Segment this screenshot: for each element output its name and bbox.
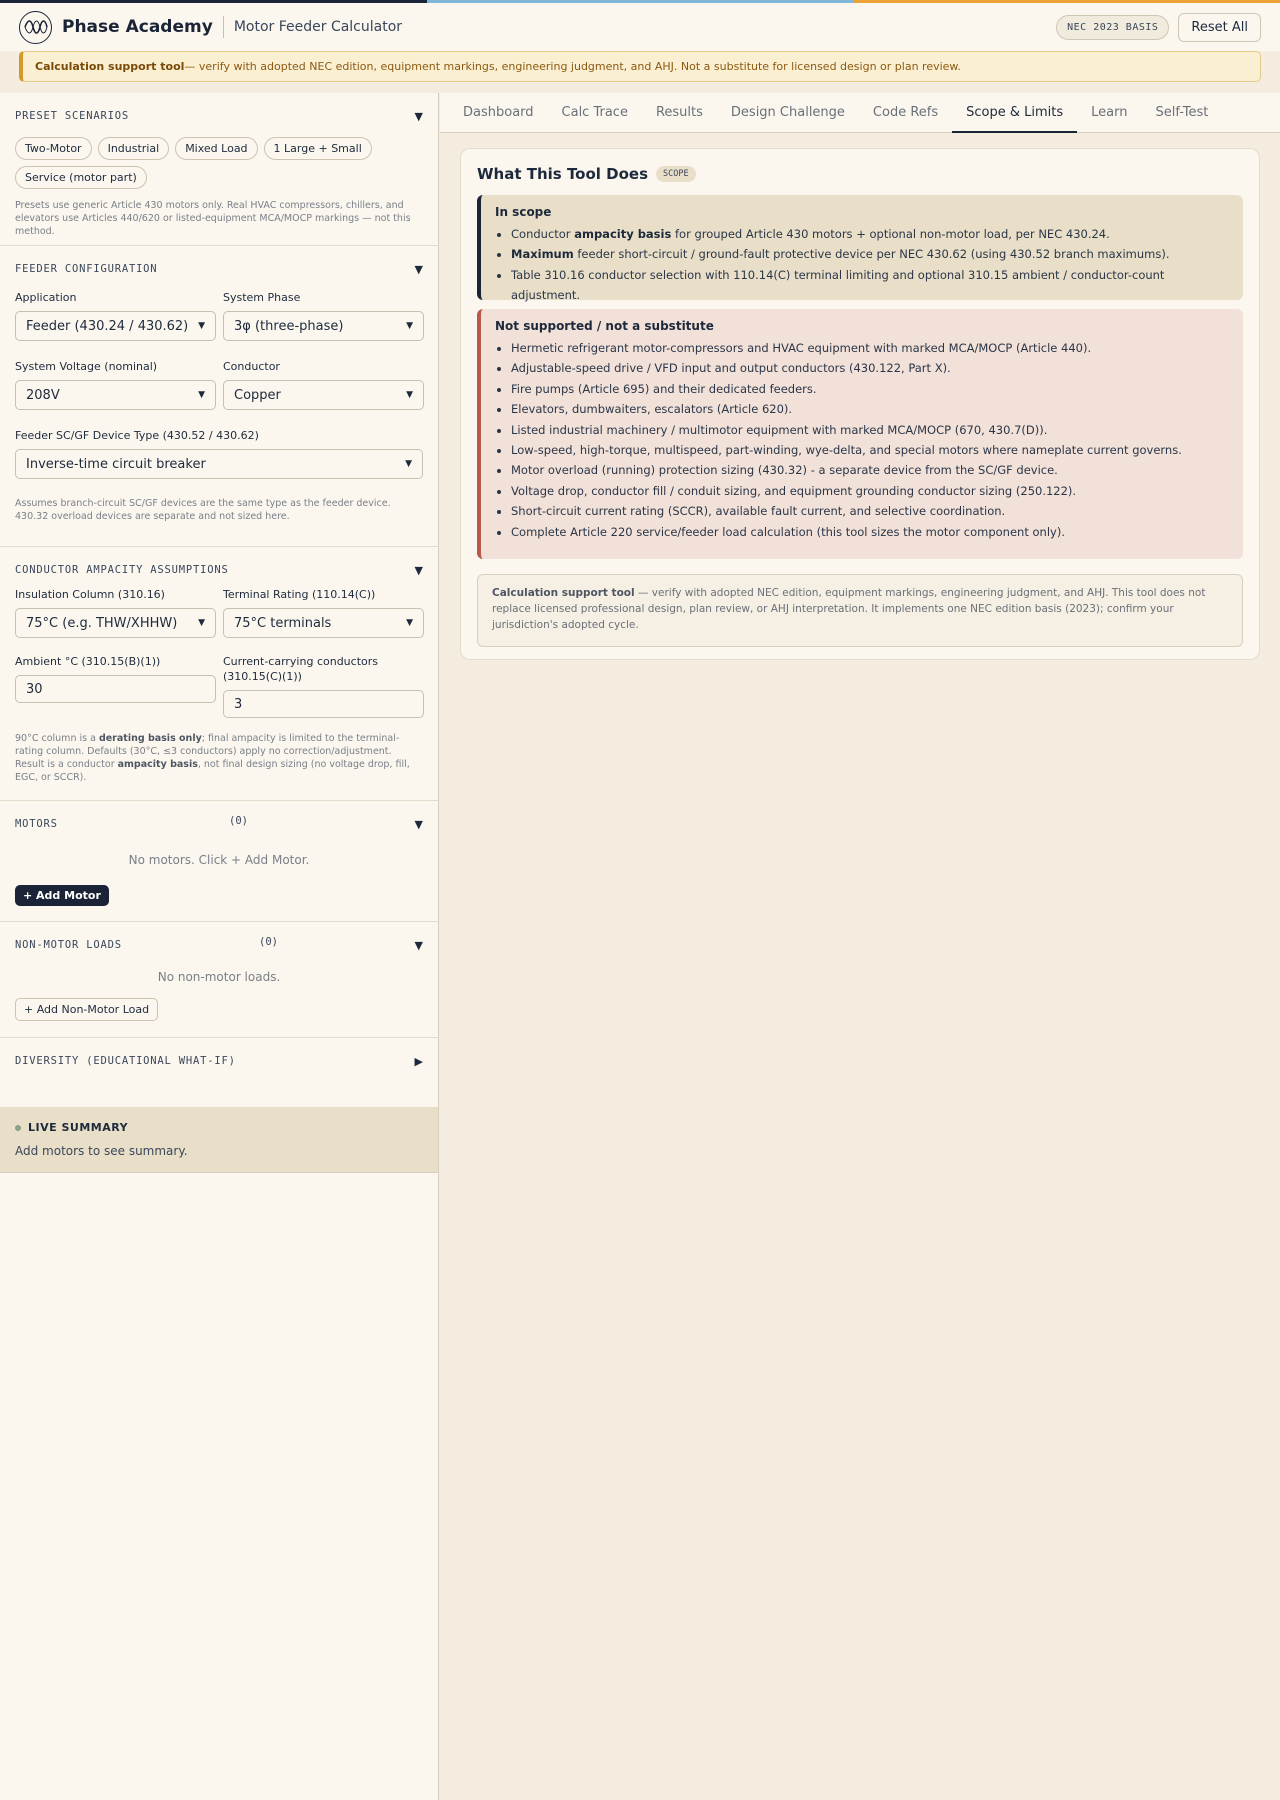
disclaimer-banner xyxy=(19,51,1261,82)
tab-dashboard[interactable]: Dashboard xyxy=(463,105,534,120)
system-phase-value: 3φ (three-phase) xyxy=(234,318,344,334)
nec-edition-badge: NEC 2023 BASIS xyxy=(1056,15,1169,40)
section-title: NON-MOTOR LOADS xyxy=(15,939,122,951)
chevron-down-icon[interactable]: ▼ xyxy=(414,938,423,952)
live-summary-text: Add motors to see summary. xyxy=(15,1144,188,1158)
app-subtitle: Motor Feeder Calculator xyxy=(233,19,403,35)
ccc-input[interactable]: 3 xyxy=(223,690,424,718)
in-scope-item-bold: Maximum xyxy=(511,247,574,262)
chevron-down-icon[interactable]: ▼ xyxy=(414,563,423,577)
preset-note: Presets use generic Article 430 motors only. Real HVAC compressors, chillers, and elevators use Articles 440/620 or listed-equipment MCA/MOCP markings — not this method. xyxy=(15,200,411,237)
note-part: 90°C column is a xyxy=(15,733,99,744)
application-label: Application xyxy=(15,291,77,304)
nonmotor-header[interactable] xyxy=(15,936,423,954)
in-scope-item-bold: ampacity basis xyxy=(574,227,672,241)
not-supported-item: • Low-speed, high-torque, multispeed, part-winding, wye-delta, and special motors where nameplate current governs. xyxy=(511,440,1229,460)
live-summary xyxy=(0,1107,438,1173)
not-supported-item: • Fire pumps (Article 695) and their dedicated feeders. xyxy=(511,379,1229,399)
system-phase-label: System Phase xyxy=(223,291,301,304)
tab-scope-limits[interactable]: Scope & Limits xyxy=(952,93,1077,133)
diversity-section xyxy=(0,1038,438,1090)
chevron-down-icon[interactable]: ▼ xyxy=(414,109,423,123)
tab-calc-trace[interactable]: Calc Trace xyxy=(561,105,628,120)
system-voltage-value: 208V xyxy=(26,387,60,403)
nonmotor-section xyxy=(0,922,438,1038)
live-summary-title: LIVE SUMMARY xyxy=(28,1121,129,1134)
motors-section xyxy=(0,801,438,922)
main-tabs xyxy=(440,93,1280,133)
chevron-down-icon[interactable]: ▼ xyxy=(414,817,423,831)
chevron-down-icon: ▼ xyxy=(198,618,205,628)
brand-divider xyxy=(223,16,224,38)
preset-service[interactable]: Service (motor part) xyxy=(15,166,147,189)
application-value: Feeder (430.24 / 430.62) xyxy=(26,318,189,334)
conductor-label: Conductor xyxy=(223,360,280,373)
system-voltage-select[interactable] xyxy=(15,380,216,410)
ccc-label: Current-carrying conductors (310.15(C)(1)) xyxy=(223,655,378,683)
feeder-note: Assumes branch-circuit SC/GF devices are the same type as the feeder device. 430.32 overload devices are separate and not sized here. xyxy=(15,498,391,522)
system-phase-select[interactable] xyxy=(223,311,424,341)
ampacity-header[interactable] xyxy=(15,561,423,579)
preset-scenarios-header[interactable] xyxy=(15,107,423,125)
not-supported-item: • Short-circuit current rating (SCCR), available fault current, and selective coordination. xyxy=(511,501,1229,521)
preset-two-motor[interactable]: Two-Motor xyxy=(15,137,92,160)
note-bold: ampacity basis xyxy=(117,759,198,770)
chevron-down-icon: ▼ xyxy=(405,459,412,469)
banner-text: — verify with adopted NEC edition, equipment markings, engineering judgment, and AHJ. Not a substitute for licensed design or plan review. xyxy=(184,60,961,73)
feeder-configuration-header[interactable] xyxy=(15,260,423,278)
in-scope-item xyxy=(511,265,1229,306)
not-supported-item: • Adjustable-speed drive / VFD input and output conductors (430.122, Part X). xyxy=(511,358,1229,378)
not-supported-item: • Motor overload (running) protection sizing (430.32) - a separate device from the SC/GF device. xyxy=(511,460,1229,480)
in-scope-box xyxy=(477,195,1243,303)
note-bold: derating basis only xyxy=(98,733,202,744)
not-supported-box xyxy=(477,309,1243,559)
note-part: , not final design sizing (no voltage drop, fill, EGC, or SCCR). xyxy=(15,759,410,783)
insulation-select[interactable] xyxy=(15,608,216,638)
in-scope-list xyxy=(495,224,1229,306)
add-motor-button[interactable]: + Add Motor xyxy=(15,885,109,906)
conductor-select[interactable] xyxy=(223,380,424,410)
in-scope-item-post: for grouped Article 430 motors + optional non-motor load, per NEC 430.24. xyxy=(671,227,1110,241)
feeder-configuration-section xyxy=(0,246,438,547)
ambient-input[interactable]: 30 xyxy=(15,675,216,703)
scope-card xyxy=(460,148,1260,660)
chevron-down-icon[interactable]: ▼ xyxy=(414,262,423,276)
brand-name: Phase Academy xyxy=(62,17,213,37)
add-nonmotor-button[interactable]: + Add Non-Motor Load xyxy=(15,998,158,1021)
motors-header[interactable] xyxy=(15,815,423,833)
in-scope-item-pre: Conductor xyxy=(511,227,575,241)
conductor-value: Copper xyxy=(234,387,281,403)
application-select[interactable] xyxy=(15,311,216,341)
ambient-label: Ambient °C (310.15(B)(1)) xyxy=(15,655,161,668)
section-title: MOTORS xyxy=(15,818,58,830)
status-dot-icon xyxy=(15,1125,21,1131)
nonmotor-empty-text: No non-motor loads. xyxy=(157,970,281,984)
not-supported-item: • Elevators, dumbwaiters, escalators (Article 620). xyxy=(511,399,1229,419)
note-part: ; final ampacity is limited to the terminal-rating column. Defaults (30°C, ≤3 conductors) apply no correction/adjustment. Result is a conductor xyxy=(15,733,400,770)
section-title: DIVERSITY (EDUCATIONAL WHAT-IF) xyxy=(15,1055,236,1067)
not-supported-item: • Listed industrial machinery / multimotor equipment with marked MCA/MOCP (670, 430.7(D)). xyxy=(511,420,1229,440)
in-scope-item xyxy=(511,224,1229,244)
not-supported-title: Not supported / not a substitute xyxy=(495,319,714,333)
insulation-value: 75°C (e.g. THW/XHHW) xyxy=(26,615,178,631)
tab-code-refs[interactable]: Code Refs xyxy=(872,105,939,120)
ampacity-section xyxy=(0,547,438,801)
preset-chips xyxy=(15,137,415,189)
in-scope-item-post: feeder short-circuit / ground-fault protective device per NEC 430.62 (using 430.52 branch maximums). xyxy=(573,247,1170,262)
card-title: What This Tool Does xyxy=(477,165,649,183)
tab-design-challenge[interactable]: Design Challenge xyxy=(730,105,845,120)
preset-large-small[interactable]: 1 Large + Small xyxy=(264,137,372,160)
sine-wave-icon[interactable] xyxy=(19,11,52,44)
motors-count: (0) xyxy=(229,815,248,827)
scope-badge: SCOPE xyxy=(656,166,696,182)
tab-results[interactable]: Results xyxy=(655,105,703,120)
not-supported-list xyxy=(495,338,1229,542)
chevron-down-icon: ▼ xyxy=(198,390,205,400)
motors-empty-text: No motors. Click + Add Motor. xyxy=(128,853,310,867)
insulation-label: Insulation Column (310.16) xyxy=(15,588,165,601)
tab-learn[interactable]: Learn xyxy=(1091,105,1128,120)
device-type-label: Feeder SC/GF Device Type (430.52 / 430.62) xyxy=(15,429,259,442)
chevron-right-icon[interactable]: ▶ xyxy=(414,1054,423,1068)
section-title: PRESET SCENARIOS xyxy=(15,110,129,122)
banner-strong: Calculation support tool xyxy=(35,60,185,73)
chevron-down-icon: ▼ xyxy=(406,390,413,400)
footer-strong: Calculation support tool xyxy=(492,587,635,599)
terminal-rating-value: 75°C terminals xyxy=(234,615,332,631)
terminal-rating-select[interactable] xyxy=(223,608,424,638)
sidebar xyxy=(0,93,439,1800)
device-type-value: Inverse-time circuit breaker xyxy=(26,456,206,472)
in-scope-title: In scope xyxy=(495,205,552,219)
footer-text: — verify with adopted NEC edition, equipment markings, engineering judgment, and AHJ. This tool does not replace licensed professional design, plan review, or AHJ interpretation. It implements one NEC edition basis (2023); confirm your jurisdiction's adopted cycle. xyxy=(492,587,1206,631)
diversity-header[interactable] xyxy=(15,1052,423,1070)
nonmotor-count: (0) xyxy=(259,936,278,948)
tab-self-test[interactable]: Self-Test xyxy=(1155,105,1209,120)
in-scope-item xyxy=(511,244,1229,264)
chevron-down-icon: ▼ xyxy=(198,321,205,331)
reset-all-button[interactable]: Reset All xyxy=(1178,13,1261,42)
not-supported-item: • Voltage drop, conductor fill / conduit sizing, and equipment grounding conductor sizing (250.122). xyxy=(511,481,1229,501)
section-title: FEEDER CONFIGURATION xyxy=(15,263,158,275)
chevron-down-icon: ▼ xyxy=(406,618,413,628)
not-supported-item: • Complete Article 220 service/feeder load calculation (this tool sizes the motor component only). xyxy=(511,522,1229,542)
app-header xyxy=(0,3,1280,51)
section-title: CONDUCTOR AMPACITY ASSUMPTIONS xyxy=(15,564,229,576)
not-supported-item: • Hermetic refrigerant motor-compressors and HVAC equipment with marked MCA/MOCP (Article 440). xyxy=(511,338,1229,358)
chevron-down-icon: ▼ xyxy=(406,321,413,331)
preset-scenarios-section xyxy=(0,93,438,246)
terminal-rating-label: Terminal Rating (110.14(C)) xyxy=(223,588,376,601)
preset-mixed-load[interactable]: Mixed Load xyxy=(175,137,257,160)
system-voltage-label: System Voltage (nominal) xyxy=(15,360,158,373)
in-scope-item-pre: Table 310.16 conductor selection with 110.14(C) terminal limiting and optional 310.15 ambient / conductor-count adjustment. xyxy=(511,267,1165,303)
device-type-select[interactable] xyxy=(15,449,423,479)
ampacity-note xyxy=(15,732,423,784)
footer-disclaimer xyxy=(477,574,1243,647)
preset-industrial[interactable]: Industrial xyxy=(98,137,170,160)
